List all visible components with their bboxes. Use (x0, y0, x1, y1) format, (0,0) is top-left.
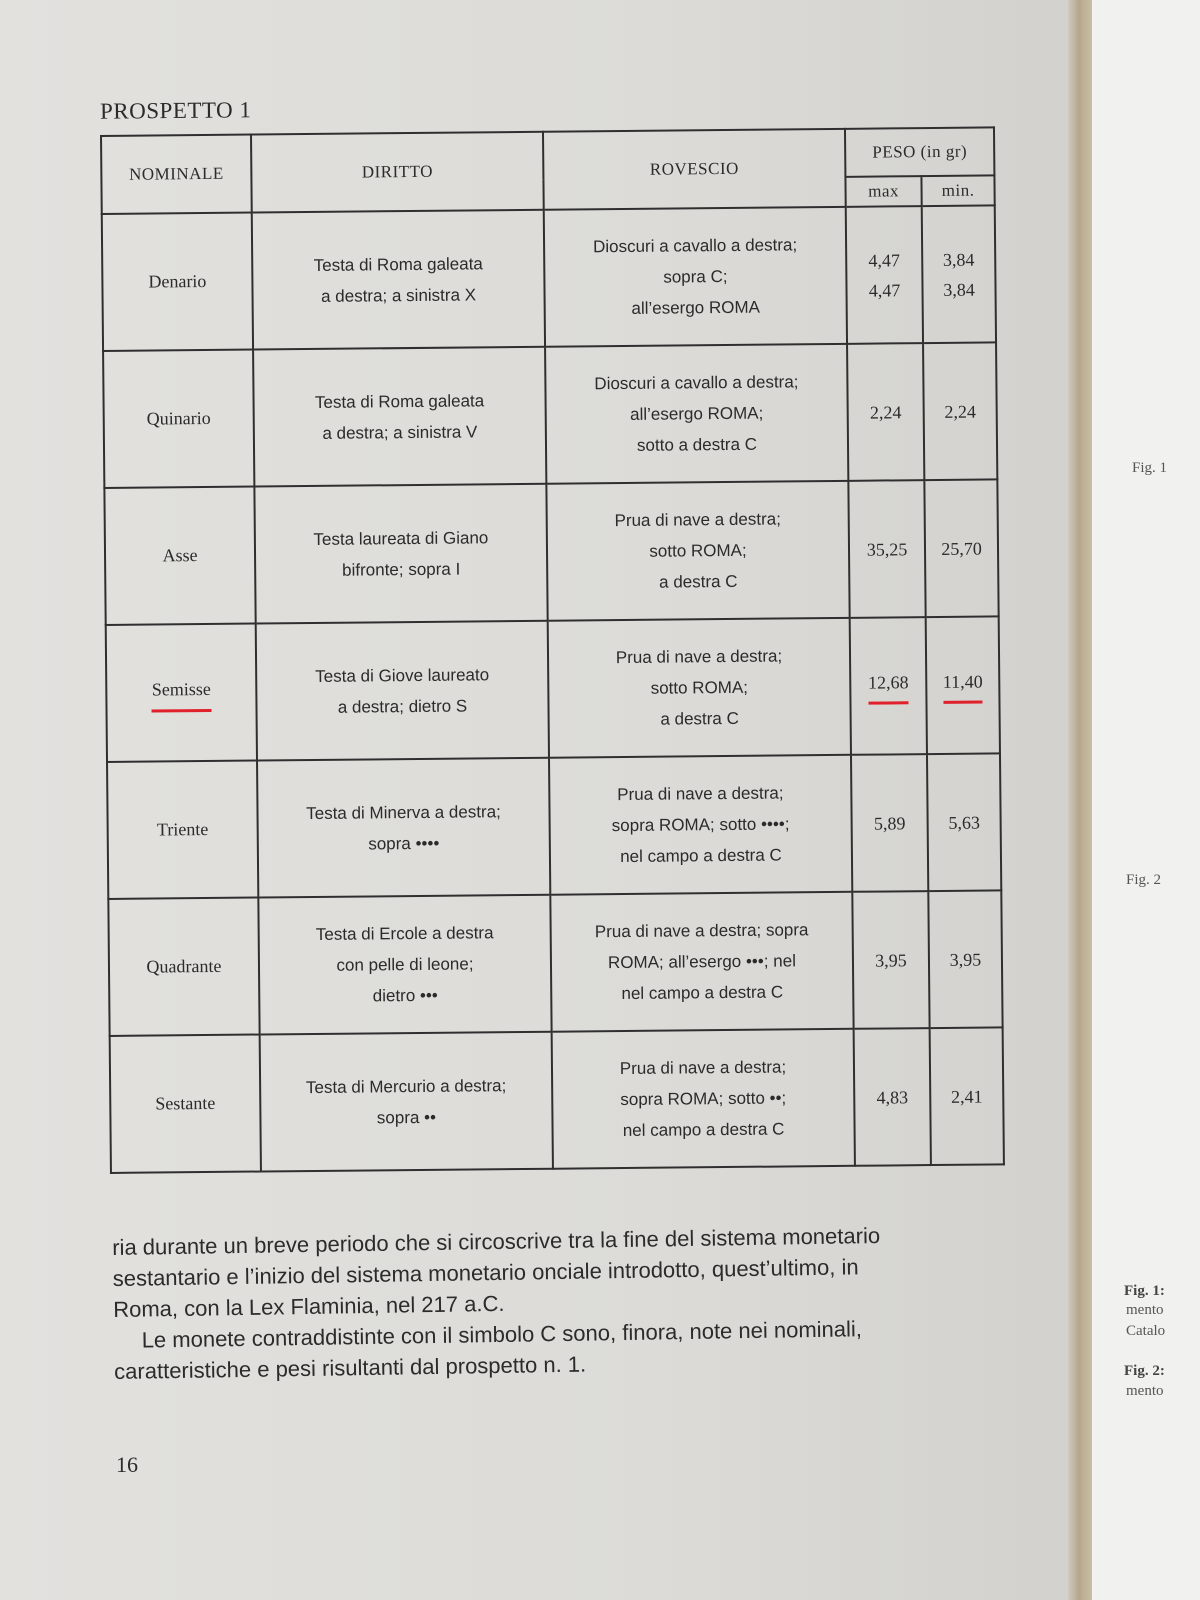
diritto-line: Testa di Roma galeata (313, 253, 483, 275)
nominale-cell: Sestante (110, 1035, 261, 1173)
max-cell: 2,24 (847, 343, 924, 481)
rovescio-line: Prua di nave a destra; (615, 646, 783, 668)
paragraph-line: sestantario e l’inizio del sistema monetario onciale introdotto, quest’ultimo, in (112, 1254, 859, 1291)
caption1-text: Catalo (1126, 1323, 1166, 1339)
max-cell: 5,89 (851, 754, 928, 892)
max-cell (850, 617, 927, 755)
diritto-line: Testa di Roma galeata (314, 390, 485, 412)
caption1-text: mento (1126, 1302, 1164, 1318)
diritto-line: a destra; a sinistra V (322, 421, 478, 443)
paragraph-line: caratteristiche e pesi risultanti dal prospetto n. 1. (113, 1351, 587, 1384)
rovescio-line: sotto ROMA; (649, 540, 747, 561)
min-value: 3,84 (942, 249, 975, 270)
fig1-label: Fig. 1 (1132, 460, 1168, 476)
max-cell: 3,95 (852, 891, 929, 1029)
min-cell (926, 616, 1000, 754)
rovescio-line: Dioscuri a cavallo a destra; (594, 372, 799, 394)
facing-page (1092, 0, 1200, 1600)
diritto-line: Testa di Ercole a destra (315, 923, 494, 944)
caption2-label: Fig. 2: (1124, 1363, 1165, 1379)
diritto-line: Testa laureata di Giano (313, 527, 489, 549)
max-cell (846, 206, 923, 344)
rovescio-cell (552, 1029, 855, 1169)
table-title: PROSPETTO 1 (99, 97, 252, 124)
nominale-cell: Quadrante (108, 898, 259, 1036)
table-row (110, 1027, 1004, 1173)
max-value: 4,47 (868, 249, 901, 271)
coin-table (100, 126, 1005, 1174)
rovescio-cell (549, 755, 852, 895)
rovescio-line: all’esergo ROMA (631, 297, 761, 318)
min-cell: 2,24 (923, 342, 997, 480)
rovescio-line: Dioscuri a cavallo a destra; (592, 235, 798, 257)
header-min: min. (921, 175, 994, 206)
max-cell: 35,25 (848, 480, 925, 618)
diritto-line: sopra •••• (368, 833, 440, 853)
rovescio-line: Prua di nave a destra; (614, 509, 781, 531)
diritto-line: bifronte; sopra I (342, 559, 461, 580)
diritto-line: dietro ••• (372, 985, 438, 1006)
table-row (102, 205, 996, 351)
paragraph-line: ria durante un breve periodo che si circoscrive tra la fine del sistema monetario (112, 1222, 881, 1260)
book-gutter (1068, 0, 1092, 1600)
min-cell (922, 205, 996, 343)
header-nominale: NOMINALE (101, 135, 252, 214)
min-value: 3,84 (943, 279, 975, 300)
diritto-line: a destra; a sinistra X (320, 284, 477, 306)
diritto-cell (256, 621, 549, 761)
paragraph-line: Roma, con la Lex Flaminia, nel 217 a.C. (113, 1290, 505, 1322)
rovescio-line: all’esergo ROMA; (630, 403, 764, 424)
rovescio-line: sopra C; (663, 266, 728, 287)
rovescio-cell (544, 207, 847, 347)
diritto-cell (254, 484, 547, 624)
rovescio-line: sotto a destra C (636, 434, 758, 455)
table-row (108, 890, 1002, 1036)
rovescio-line: ROMA; all’esergo •••; nel (607, 951, 797, 973)
rovescio-line: nel campo a destra C (620, 845, 782, 867)
rovescio-line: Prua di nave a destra; (619, 1057, 787, 1079)
rovescio-line: sopra ROMA; sotto ••; (620, 1088, 787, 1110)
diritto-line: Testa di Giove laureato (315, 664, 490, 686)
nominale-cell: Quinario (103, 350, 254, 488)
fig2-label: Fig. 2 (1126, 872, 1162, 888)
rovescio-line: sotto ROMA; (650, 677, 749, 698)
page-number: 16 (116, 1452, 138, 1477)
diritto-line: sopra •• (376, 1107, 437, 1127)
diritto-cell (252, 210, 545, 350)
nominale-cell: Triente (107, 761, 258, 899)
min-cell: 3,95 (928, 890, 1002, 1028)
rovescio-cell (545, 344, 848, 484)
diritto-line: con pelle di leone; (336, 954, 474, 975)
rovescio-line: Prua di nave a destra; sopra (594, 920, 809, 942)
min-cell: 2,41 (930, 1027, 1004, 1165)
diritto-cell (257, 758, 550, 898)
table-row (103, 342, 997, 488)
caption1-label: Fig. 1: (1124, 1283, 1165, 1299)
diritto-line: a destra; dietro S (337, 696, 468, 717)
nominale-cell (106, 624, 257, 762)
rovescio-cell (548, 618, 851, 758)
table-row (107, 753, 1001, 899)
min-cell: 25,70 (924, 479, 998, 617)
diritto-line: Testa di Mercurio a destra; (305, 1075, 507, 1097)
max-value: 4,47 (868, 279, 901, 301)
diritto-cell (260, 1032, 553, 1172)
nominale-cell: Denario (102, 213, 253, 351)
table-row (104, 479, 998, 625)
table-row (106, 616, 1000, 762)
min-cell: 5,63 (927, 753, 1001, 891)
header-peso: PESO (in gr) (845, 127, 994, 176)
paragraph-line: Le monete contraddistinte con il simbolo C sono, finora, note nei nominali, (141, 1316, 863, 1353)
max-cell: 4,83 (854, 1028, 931, 1166)
header-rovescio: ROVESCIO (543, 129, 846, 210)
diritto-cell (253, 347, 546, 487)
header-max: max (845, 176, 921, 207)
diritto-cell (258, 895, 551, 1035)
body-paragraph (112, 1218, 994, 1387)
caption2-text: mento (1126, 1383, 1164, 1399)
red-underline-min: 11,40 (943, 667, 983, 704)
diritto-line: Testa di Minerva a destra; (306, 801, 501, 823)
rovescio-line: sopra ROMA; sotto ••••; (611, 814, 790, 836)
red-underline-semisse: Semisse (152, 673, 211, 712)
rovescio-line: a destra C (659, 571, 738, 592)
rovescio-line: a destra C (660, 708, 739, 729)
rovescio-cell (546, 481, 849, 621)
rovescio-cell (550, 892, 853, 1032)
rovescio-line: nel campo a destra C (622, 1119, 785, 1141)
rovescio-line: nel campo a destra C (621, 982, 784, 1004)
red-underline-max: 12,68 (868, 667, 909, 704)
nominale-cell: Asse (104, 487, 255, 625)
rovescio-line: Prua di nave a destra; (617, 783, 784, 805)
header-diritto: DIRITTO (251, 132, 544, 213)
